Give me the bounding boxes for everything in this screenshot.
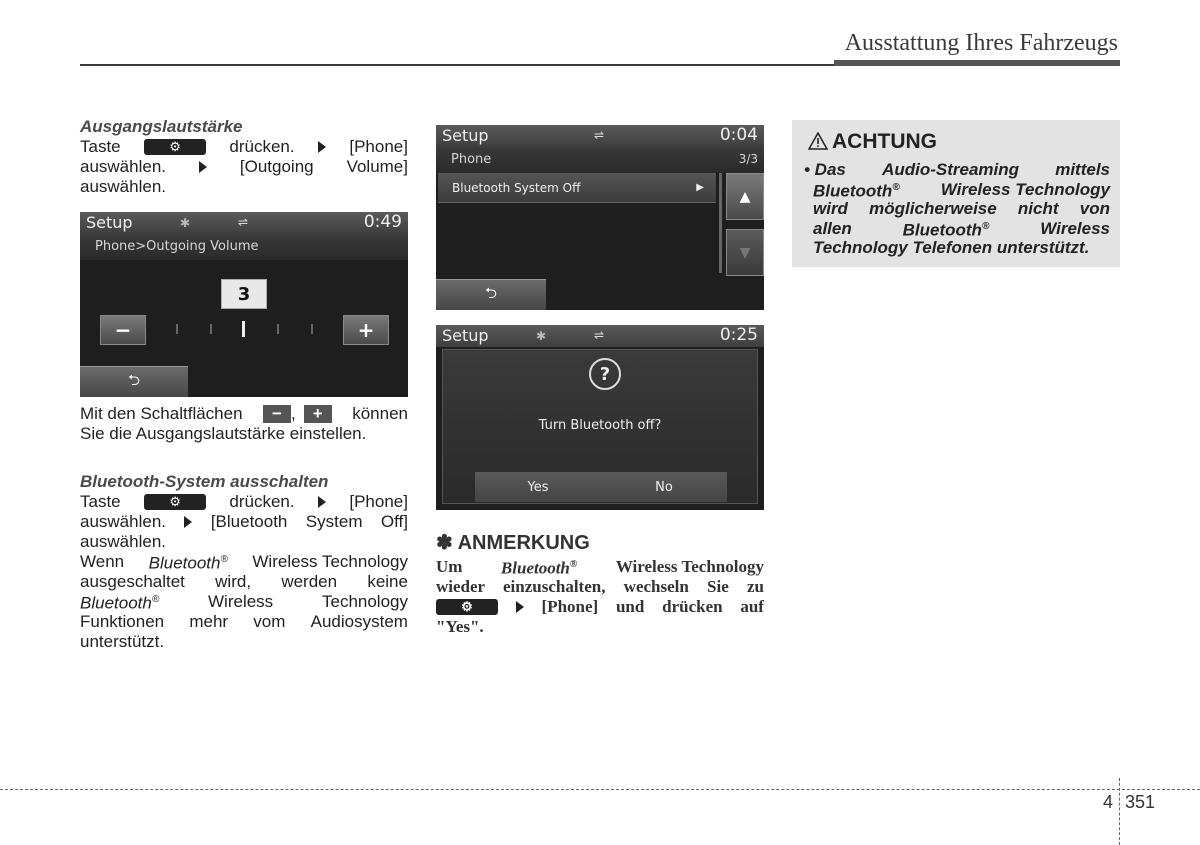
plus-icon: +	[304, 405, 332, 423]
minus-icon: −	[263, 405, 291, 423]
text: Funktionen	[80, 612, 165, 631]
text: [Phone]	[541, 597, 599, 616]
chapter-number: 4	[1103, 792, 1114, 812]
screen-statusbar	[80, 212, 408, 234]
text: Off]	[380, 512, 408, 531]
para-volume-buttons	[80, 404, 408, 444]
text: mehr	[189, 612, 229, 631]
text: ®	[981, 220, 990, 232]
warning-icon	[808, 132, 828, 150]
question-icon: ?	[589, 358, 621, 390]
text: Sie die Ausgangslautstärke einstellen.	[80, 424, 367, 443]
text: "Yes".	[436, 617, 484, 636]
list-item-bluetooth-system-off[interactable]	[438, 173, 716, 203]
text: möglicherweise	[869, 199, 997, 218]
bluetooth-icon: ✱	[536, 329, 547, 343]
bluetooth-icon: ✱	[180, 216, 191, 230]
text: [Phone]	[349, 492, 408, 511]
text: drücken.	[229, 492, 295, 511]
caution-box	[792, 120, 1120, 267]
gear-icon: ⚙	[461, 599, 473, 614]
text: können	[352, 404, 408, 423]
text: • Das	[804, 160, 846, 179]
text: drücken	[662, 597, 723, 616]
screen-title: Setup	[86, 213, 133, 232]
arrow-right-icon	[318, 141, 326, 153]
text: allen	[813, 218, 852, 238]
arrow-right-icon	[184, 516, 192, 528]
back-icon: ⮌	[484, 284, 497, 302]
text: [Bluetooth	[210, 512, 288, 531]
text: Bluetooth	[80, 593, 152, 613]
volume-value-display: 3	[221, 279, 267, 309]
arrow-right-icon	[199, 161, 207, 173]
text: Mit den Schaltflächen	[80, 404, 243, 423]
arrow-right-icon	[318, 496, 326, 508]
footer-rule	[0, 789, 1200, 790]
text: auf	[740, 597, 764, 616]
scroll-up-button[interactable]: ▲	[726, 173, 764, 220]
no-button[interactable]: No	[601, 472, 727, 502]
text: Audiosystem	[310, 612, 408, 631]
text: Wireless Technology	[615, 557, 764, 576]
volume-tick	[277, 324, 279, 334]
screen-breadcrumb	[80, 234, 408, 260]
gear-icon: ⚙	[169, 139, 181, 154]
text: wird,	[215, 572, 252, 591]
text: Taste	[80, 492, 121, 511]
setup-button-gear	[144, 494, 206, 510]
text: ®	[569, 559, 578, 571]
text: [Phone]	[349, 137, 408, 156]
yes-button[interactable]: Yes	[475, 472, 602, 502]
text: Wenn	[80, 552, 125, 571]
gear-icon: ⚙	[169, 494, 181, 509]
text: keine	[367, 572, 408, 591]
text: vom	[253, 612, 286, 631]
scroll-down-button[interactable]: ▼	[726, 229, 764, 276]
text: Bluetooth	[902, 220, 982, 240]
dialog-panel	[442, 349, 758, 504]
text: Bluetooth	[813, 181, 893, 201]
back-icon: ⮌	[127, 371, 140, 389]
usb-icon: ⇌	[594, 328, 605, 342]
arrow-right-icon	[516, 601, 524, 613]
text: Bluetooth	[148, 553, 221, 573]
text: ®	[151, 594, 160, 606]
text: [Outgoing	[239, 157, 314, 176]
text: auswählen.	[80, 512, 167, 531]
clock: 0:49	[363, 212, 402, 232]
scrollbar[interactable]	[719, 173, 722, 273]
text: auswählen.	[80, 177, 167, 196]
text: Wireless	[208, 592, 274, 611]
subheader-text: Phone	[451, 152, 492, 167]
usb-icon: ⇌	[594, 128, 605, 142]
setup-button-gear	[436, 599, 498, 615]
text: auswählen.	[80, 157, 167, 176]
dialog-message: Turn Bluetooth off?	[538, 418, 662, 433]
text: Technology Telefonen unterstützt.	[813, 238, 1090, 257]
volume-tick-active	[242, 321, 245, 337]
text: von	[1079, 199, 1110, 218]
text: und	[615, 597, 645, 616]
caution-text	[804, 160, 1110, 258]
volume-tick	[311, 324, 313, 334]
text: Wireless	[1040, 218, 1110, 238]
inline-buttons	[263, 404, 332, 424]
section-heading: Ausgangslautstärke	[80, 117, 243, 136]
text: ®	[220, 554, 228, 566]
volume-tick	[210, 324, 212, 334]
text: Technology	[321, 592, 408, 611]
list-item-label: Bluetooth System Off	[452, 180, 581, 195]
text: auswählen.	[80, 532, 167, 551]
text: unterstützt.	[80, 632, 165, 651]
chevron-right-icon: ▶	[696, 182, 704, 193]
text: Wireless Technology	[252, 552, 408, 571]
breadcrumb-text: Phone>Outgoing Volume	[95, 239, 259, 254]
text: Bluetooth	[500, 558, 570, 578]
text: Audio-Streaming	[882, 160, 1020, 179]
text: nicht	[1017, 199, 1059, 218]
section-heading: Bluetooth-System ausschalten	[80, 472, 329, 491]
screen-subheader	[436, 147, 764, 173]
text: ,	[291, 404, 296, 423]
section-outgoing-volume	[80, 117, 408, 197]
page-header-title: Ausstattung Ihres Fahrzeugs	[844, 30, 1118, 56]
header-accent-bar	[834, 60, 1120, 66]
volume-tick	[176, 324, 178, 334]
text: wird	[813, 199, 848, 218]
volume-minus-button[interactable]: −	[100, 315, 146, 345]
screen-statusbar	[436, 325, 764, 347]
page-number: 351	[1125, 792, 1156, 812]
screen-phone-menu	[436, 125, 764, 310]
screen-outgoing-volume	[80, 212, 408, 397]
setup-button-gear	[144, 139, 206, 155]
text: ausgeschaltet	[80, 572, 185, 591]
text: drücken.	[229, 137, 295, 156]
text: Volume]	[346, 157, 408, 176]
caution-title	[808, 130, 937, 154]
text: wieder einzuschalten, wechseln Sie zu	[436, 577, 764, 596]
screen-statusbar	[436, 125, 764, 147]
footer-divider	[1119, 778, 1120, 845]
text: ®	[892, 181, 900, 193]
back-button[interactable]	[436, 279, 546, 310]
text: Um	[436, 557, 463, 576]
note-anmerkung	[436, 530, 764, 637]
screen-confirm-dialog	[436, 325, 764, 510]
page-indicator: 3/3	[738, 152, 758, 166]
screen-title: Setup	[442, 126, 489, 145]
text: mittels	[1055, 160, 1110, 179]
text: Wireless Technology	[940, 179, 1110, 199]
section-bluetooth-off	[80, 472, 408, 652]
clock: 0:04	[719, 125, 758, 145]
clock: 0:25	[719, 325, 758, 345]
back-button[interactable]	[80, 366, 188, 397]
usb-icon: ⇌	[238, 215, 249, 229]
volume-plus-button[interactable]: +	[343, 315, 389, 345]
note-title: ✽ ANMERKUNG	[436, 532, 590, 554]
caution-title-text: ACHTUNG	[832, 130, 937, 153]
text: werden	[281, 572, 338, 591]
text: Taste	[80, 137, 121, 156]
screen-title: Setup	[442, 326, 489, 345]
text: System	[305, 512, 363, 531]
